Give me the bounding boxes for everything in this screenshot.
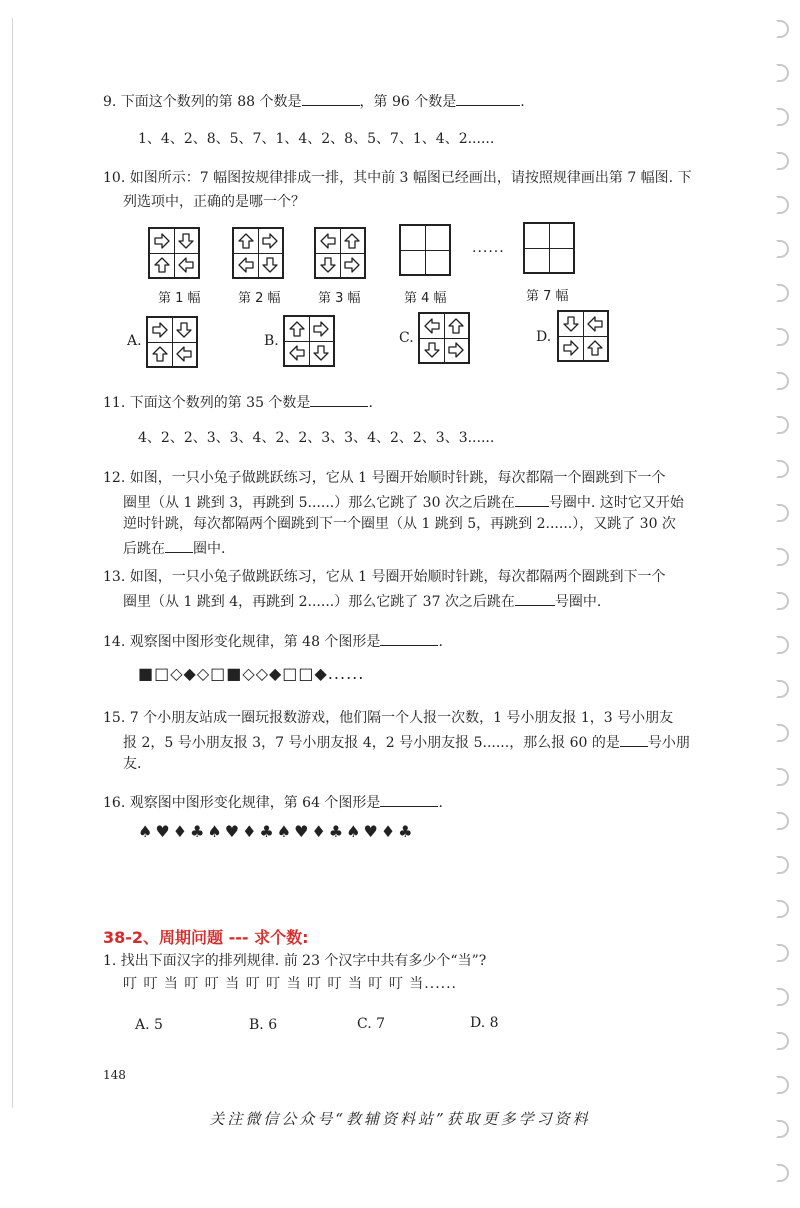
q16-blank[interactable] — [380, 791, 438, 807]
q12-line-2b: 号圈中. 这时它又开始 — [548, 495, 684, 511]
arrow-left-icon — [175, 345, 193, 363]
grid-cell — [401, 226, 426, 251]
q11-lead: 11. 下面这个数列的第 35 个数是 — [103, 395, 311, 411]
binding-ring — [776, 592, 789, 610]
q10-line-1: 10. 如图所示：7 幅图按规律排成一排，其中前 3 幅图已经画出，请按照规律画出第 7 幅图. 下 — [103, 170, 692, 186]
q14-lead: 14. 观察图中图形变化规律，第 48 个图形是 — [103, 634, 381, 650]
grid-cell — [420, 314, 445, 339]
q15-line-1: 15. 7 个小朋友站成一圈玩报数游戏，他们隔一个人报一次数，1 号小朋友报 1，3 号小朋友 — [103, 710, 674, 726]
grid-cell — [549, 224, 573, 249]
binding-ring — [776, 944, 789, 962]
arrow-right-icon — [312, 320, 330, 338]
q15-line-2a: 报 2，5 号小朋友报 3，7 号小朋友报 4，2 号小朋友报 5......，那么报 60 的是 — [123, 735, 620, 751]
arrow-up-icon — [237, 232, 255, 250]
grid-cell — [316, 253, 341, 277]
q9-line — [103, 90, 525, 113]
grid-cell — [559, 336, 584, 360]
q11-line — [103, 391, 373, 414]
q16-end: . — [438, 795, 443, 811]
option-c-figure[interactable] — [418, 312, 470, 364]
grid-cell — [174, 229, 198, 254]
s1-option-b[interactable]: B. 6 — [249, 1017, 278, 1033]
q12-line-4b: 圈中. — [193, 541, 226, 557]
q9-sequence: 1、4、2、8、5、7、1、4、2、8、5、7、1、4、2...... — [138, 131, 495, 147]
binding-ring — [776, 636, 789, 654]
binding-ring — [776, 724, 789, 742]
q12-blank-2[interactable] — [165, 537, 193, 553]
q12-line-1: 12. 如图，一只小兔子做跳跃练习，它从 1 号圈开始顺时针跳，每次都隔一个圈跳到下一个 — [103, 470, 666, 486]
arrow-right-icon — [261, 232, 279, 250]
arrow-up-icon — [153, 256, 171, 274]
q9-blank-2[interactable] — [456, 90, 520, 106]
q11-end: . — [368, 395, 373, 411]
grid-cell — [148, 342, 173, 366]
figure-1 — [148, 227, 200, 279]
grid-cell — [340, 229, 364, 254]
q13-line-2 — [123, 590, 601, 613]
figure-2 — [232, 227, 284, 279]
grid-cell — [309, 317, 333, 342]
grid-cell — [316, 229, 341, 254]
figures-ellipsis: ...... — [472, 240, 505, 256]
q15-line-2 — [123, 731, 690, 754]
q14-shape-sequence: ■□◇◆◇□■◇◇◆□□◆...... — [138, 664, 365, 683]
q16-lead: 16. 观察图中图形变化规律，第 64 个图形是 — [103, 795, 381, 811]
binding-ring — [776, 900, 789, 918]
page-number: 148 — [103, 1068, 126, 1082]
binding-ring — [776, 416, 789, 434]
binding-ring — [776, 856, 789, 874]
arrow-left-icon — [288, 344, 306, 362]
binding-ring — [776, 64, 789, 82]
grid-cell — [234, 253, 259, 277]
figure-7 — [523, 222, 575, 274]
arrow-down-icon — [177, 232, 195, 250]
figure-label-2: 第 2 幅 — [238, 291, 281, 306]
option-label-c[interactable]: C. — [399, 330, 414, 346]
grid-cell — [174, 253, 198, 277]
arrow-right-icon — [562, 339, 580, 357]
grid-cell — [444, 338, 468, 362]
grid-cell — [150, 253, 175, 277]
arrow-left-icon — [586, 315, 604, 333]
arrow-right-icon — [151, 321, 169, 339]
grid-cell — [583, 336, 607, 360]
grid-cell — [444, 314, 468, 339]
figure-3 — [314, 227, 366, 279]
s1-question: 1. 找出下面汉字的排列规律. 前 23 个汉字中共有多少个“当”? — [103, 953, 487, 969]
grid-cell — [525, 248, 550, 272]
grid-cell — [309, 341, 333, 365]
s1-character-sequence: 叮 叮 当 叮 叮 当 叮 叮 当 叮 叮 当 叮 叮 当...... — [123, 976, 458, 992]
q9-lead: 9. 下面这个数列的第 88 个数是 — [103, 94, 302, 110]
arrow-left-icon — [423, 317, 441, 335]
s1-option-d[interactable]: D. 8 — [470, 1015, 499, 1031]
arrow-up-icon — [151, 345, 169, 363]
figure-4 — [399, 224, 451, 276]
binding-ring — [776, 196, 789, 214]
q11-blank[interactable] — [310, 391, 368, 407]
grid-cell — [559, 312, 584, 337]
q11-sequence: 4、2、2、3、3、4、2、2、3、3、4、2、2、3、3...... — [138, 430, 495, 446]
q16-line — [103, 791, 443, 814]
q15-line-3: 友. — [123, 756, 142, 772]
q16-suit-sequence: ♠♥♦♣♠♥♦♣♠♥♦♣♠♥♦♣ — [138, 822, 416, 841]
q12-line-2a: 圈里（从 1 跳到 3，再跳到 5......）那么它跳了 30 次之后跳在 — [123, 495, 515, 511]
grid-cell — [234, 229, 259, 254]
option-b-figure[interactable] — [283, 315, 335, 367]
q12-line-3: 逆时针跳，每次都隔两个圈跳到下一个圈里（从 1 跳到 5，再跳到 2......），又跳了 30 次 — [123, 516, 676, 532]
q10-line-2: 列选项中，正确的是哪一个？ — [123, 194, 305, 210]
option-d-figure[interactable] — [557, 310, 609, 362]
grid-cell — [258, 253, 282, 277]
s1-option-c[interactable]: C. 7 — [357, 1016, 386, 1032]
arrow-right-icon — [343, 256, 361, 274]
binding-ring — [776, 988, 789, 1006]
q14-end: . — [438, 634, 443, 650]
grid-cell — [172, 342, 196, 366]
arrow-up-icon — [447, 317, 465, 335]
q12-line-4 — [123, 537, 225, 560]
arrow-left-icon — [177, 256, 195, 274]
binding-ring — [776, 372, 789, 390]
figure-label-3: 第 3 幅 — [318, 291, 361, 306]
q13-blank[interactable] — [515, 590, 555, 606]
arrow-down-icon — [312, 344, 330, 362]
grid-cell — [549, 248, 573, 272]
binding-ring — [776, 768, 789, 786]
arrow-down-icon — [175, 321, 193, 339]
binding-ring — [776, 240, 789, 258]
binding-ring — [776, 680, 789, 698]
arrow-down-icon — [319, 256, 337, 274]
option-a-figure[interactable] — [146, 316, 198, 368]
grid-cell — [285, 341, 310, 365]
binding-ring — [776, 1032, 789, 1050]
q9-end: . — [520, 94, 525, 110]
arrow-up-icon — [586, 339, 604, 357]
footer-note: 关注微信公众号“教辅资料站”获取更多学习资料 — [209, 1110, 591, 1128]
arrow-left-icon — [319, 232, 337, 250]
arrow-down-icon — [562, 315, 580, 333]
grid-cell — [172, 318, 196, 343]
grid-cell — [420, 338, 445, 362]
q9-mid: ，第 96 个数是 — [359, 94, 457, 110]
grid-cell — [525, 224, 550, 249]
grid-cell — [340, 253, 364, 277]
q13-line-1: 13. 如图，一只小兔子做跳跃练习，它从 1 号圈开始顺时针跳，每次都隔两个圈跳到下一个 — [103, 569, 666, 585]
figure-label-7: 第 7 幅 — [526, 289, 569, 304]
grid-cell — [425, 226, 449, 251]
q12-line-2 — [123, 491, 684, 514]
grid-cell — [258, 229, 282, 254]
q13-line-2a: 圈里（从 1 跳到 4，再跳到 2......）那么它跳了 37 次之后跳在 — [123, 594, 515, 610]
arrow-right-icon — [153, 232, 171, 250]
grid-cell — [148, 318, 173, 343]
binding-ring — [776, 1076, 789, 1094]
option-label-b[interactable]: B. — [264, 333, 279, 349]
option-label-a[interactable]: A. — [127, 333, 142, 349]
grid-cell — [150, 229, 175, 254]
arrow-up-icon — [288, 320, 306, 338]
arrow-up-icon — [343, 232, 361, 250]
binding-ring — [776, 504, 789, 522]
q14-blank[interactable] — [380, 630, 438, 646]
q15-line-2b: 号小朋 — [647, 735, 690, 751]
page-edge-line — [12, 18, 13, 1108]
grid-cell — [425, 250, 449, 274]
grid-cell — [285, 317, 310, 342]
q13-line-2b: 号圈中. — [554, 594, 602, 610]
grid-cell — [401, 250, 426, 274]
binding-ring — [776, 1164, 789, 1182]
s1-option-a[interactable]: A. 5 — [135, 1017, 163, 1033]
binding-ring — [776, 152, 789, 170]
binding-ring — [776, 284, 789, 302]
binding-ring — [776, 548, 789, 566]
arrow-down-icon — [261, 256, 279, 274]
q12-blank-1[interactable] — [515, 491, 549, 507]
arrow-right-icon — [447, 341, 465, 359]
binding-ring — [776, 108, 789, 126]
q15-blank[interactable] — [620, 731, 648, 747]
binding-rings — [776, 20, 796, 1208]
binding-ring — [776, 812, 789, 830]
arrow-down-icon — [423, 341, 441, 359]
q14-line — [103, 630, 443, 653]
binding-ring — [776, 460, 789, 478]
q9-blank-1[interactable] — [302, 90, 360, 106]
binding-ring — [776, 20, 789, 38]
arrow-left-icon — [237, 256, 255, 274]
figure-label-1: 第 1 幅 — [158, 291, 201, 306]
binding-ring — [776, 328, 789, 346]
section-title: 38-2、周期问题 --- 求个数: — [103, 928, 309, 947]
option-label-d[interactable]: D. — [536, 329, 552, 345]
grid-cell — [583, 312, 607, 337]
figure-label-4: 第 4 幅 — [404, 291, 447, 306]
q12-line-4a: 后跳在 — [123, 541, 165, 557]
